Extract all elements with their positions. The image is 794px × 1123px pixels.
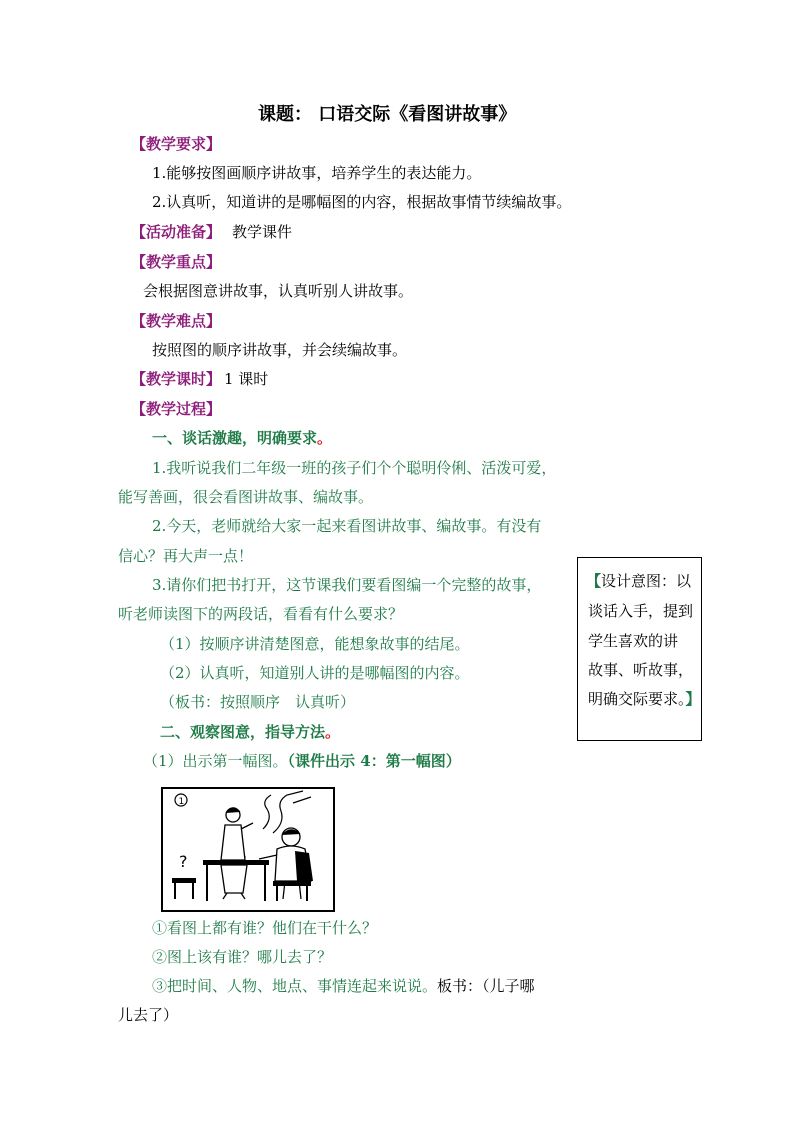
step2-show: （1）出示第一幅图。（课件出示 4：第一幅图）: [143, 752, 461, 770]
preparation-text: 教学课件: [232, 223, 293, 241]
illustration-drawing: [163, 789, 333, 910]
question-3-line1: ③把时间、人物、地点、事情连起来说说。板书：（儿子哪: [152, 977, 535, 995]
requirement-1: 1.能够按图画顺序讲故事，培养学生的表达能力。: [152, 164, 482, 182]
picture-number: 1: [178, 797, 185, 807]
design-line-3: 学生喜欢的讲: [588, 632, 679, 650]
step2-title: 二、观察图意，指导方法。: [160, 723, 341, 741]
hours-heading: 【教学课时】: [131, 370, 222, 388]
design-intent-box: [577, 557, 702, 741]
design-line-1: 【设计意图：以: [586, 572, 692, 590]
difficulty-text: 按照图的顺序讲故事，并会续编故事。: [152, 341, 408, 359]
focus-heading: 【教学重点】: [131, 253, 222, 271]
step1-board: （板书：按照顺序 认真听）: [160, 693, 356, 711]
difficulty-heading: 【教学难点】: [131, 312, 222, 330]
step1-item-2: （2）认真听，知道别人讲的是哪幅图的内容。: [160, 664, 470, 682]
design-line-5: 明确交际要求。】: [588, 690, 701, 708]
step1-period: 。: [317, 429, 333, 447]
story-illustration-1: [161, 787, 335, 912]
hours-text: 1 课时: [224, 370, 269, 388]
step2-period: 。: [325, 723, 341, 741]
question-1: ①看图上都有谁？他们在干什么？: [152, 919, 378, 937]
father-stool-icon: [273, 881, 311, 886]
step1-para3-line1: 3.请你们把书打开，这节课我们要看图编一个完整的故事，: [152, 576, 542, 594]
picture-question-mark: ?: [179, 852, 188, 871]
step1-para2-line2: 信心？再大声一点！: [118, 547, 254, 565]
process-heading: 【教学过程】: [131, 400, 222, 418]
step1-para2-line1: 2.今天，老师就给大家一起来看图讲故事、编故事。有没有: [152, 517, 542, 535]
step1-para1-line1: 1.我听说我们二年级一班的孩子们个个聪明伶俐、活泼可爱，: [152, 459, 557, 477]
step1-item-1: （1）按顺序讲清楚图意，能想象故事的结尾。: [160, 635, 470, 653]
steam-icon: [263, 795, 271, 829]
requirements-heading: 【教学要求】: [131, 135, 222, 153]
preparation-heading: 【活动准备】: [131, 223, 222, 241]
focus-text: 会根据图意讲故事，认真听别人讲故事。: [143, 282, 414, 300]
step2-courseware-note: （课件出示 4：第一幅图）: [287, 752, 461, 770]
design-line-2: 谈话入手，提到: [588, 602, 694, 620]
mother-figure-icon: [221, 808, 253, 899]
question-3-line2: 儿去了）: [118, 1006, 179, 1024]
step1-para1-line2: 能写善画，很会看图讲故事、编故事。: [118, 488, 374, 506]
question-2: ②图上该有谁？哪儿去了？: [152, 948, 333, 966]
design-line-4: 故事、听故事，: [588, 661, 694, 679]
empty-stool-icon: [172, 878, 196, 883]
requirement-2: 2.认真听，知道讲的是哪幅图的内容，根据故事情节续编故事。: [152, 193, 572, 211]
page-title: 课题： 口语交际《看图讲故事》: [258, 104, 517, 125]
question-3-board: 板书：（儿子哪: [437, 977, 535, 995]
step1-title: 一、谈话激趣，明确要求。: [152, 429, 333, 447]
step1-para3-line2: 听老师读图下的两段话，看看有什么要求？: [118, 605, 404, 623]
